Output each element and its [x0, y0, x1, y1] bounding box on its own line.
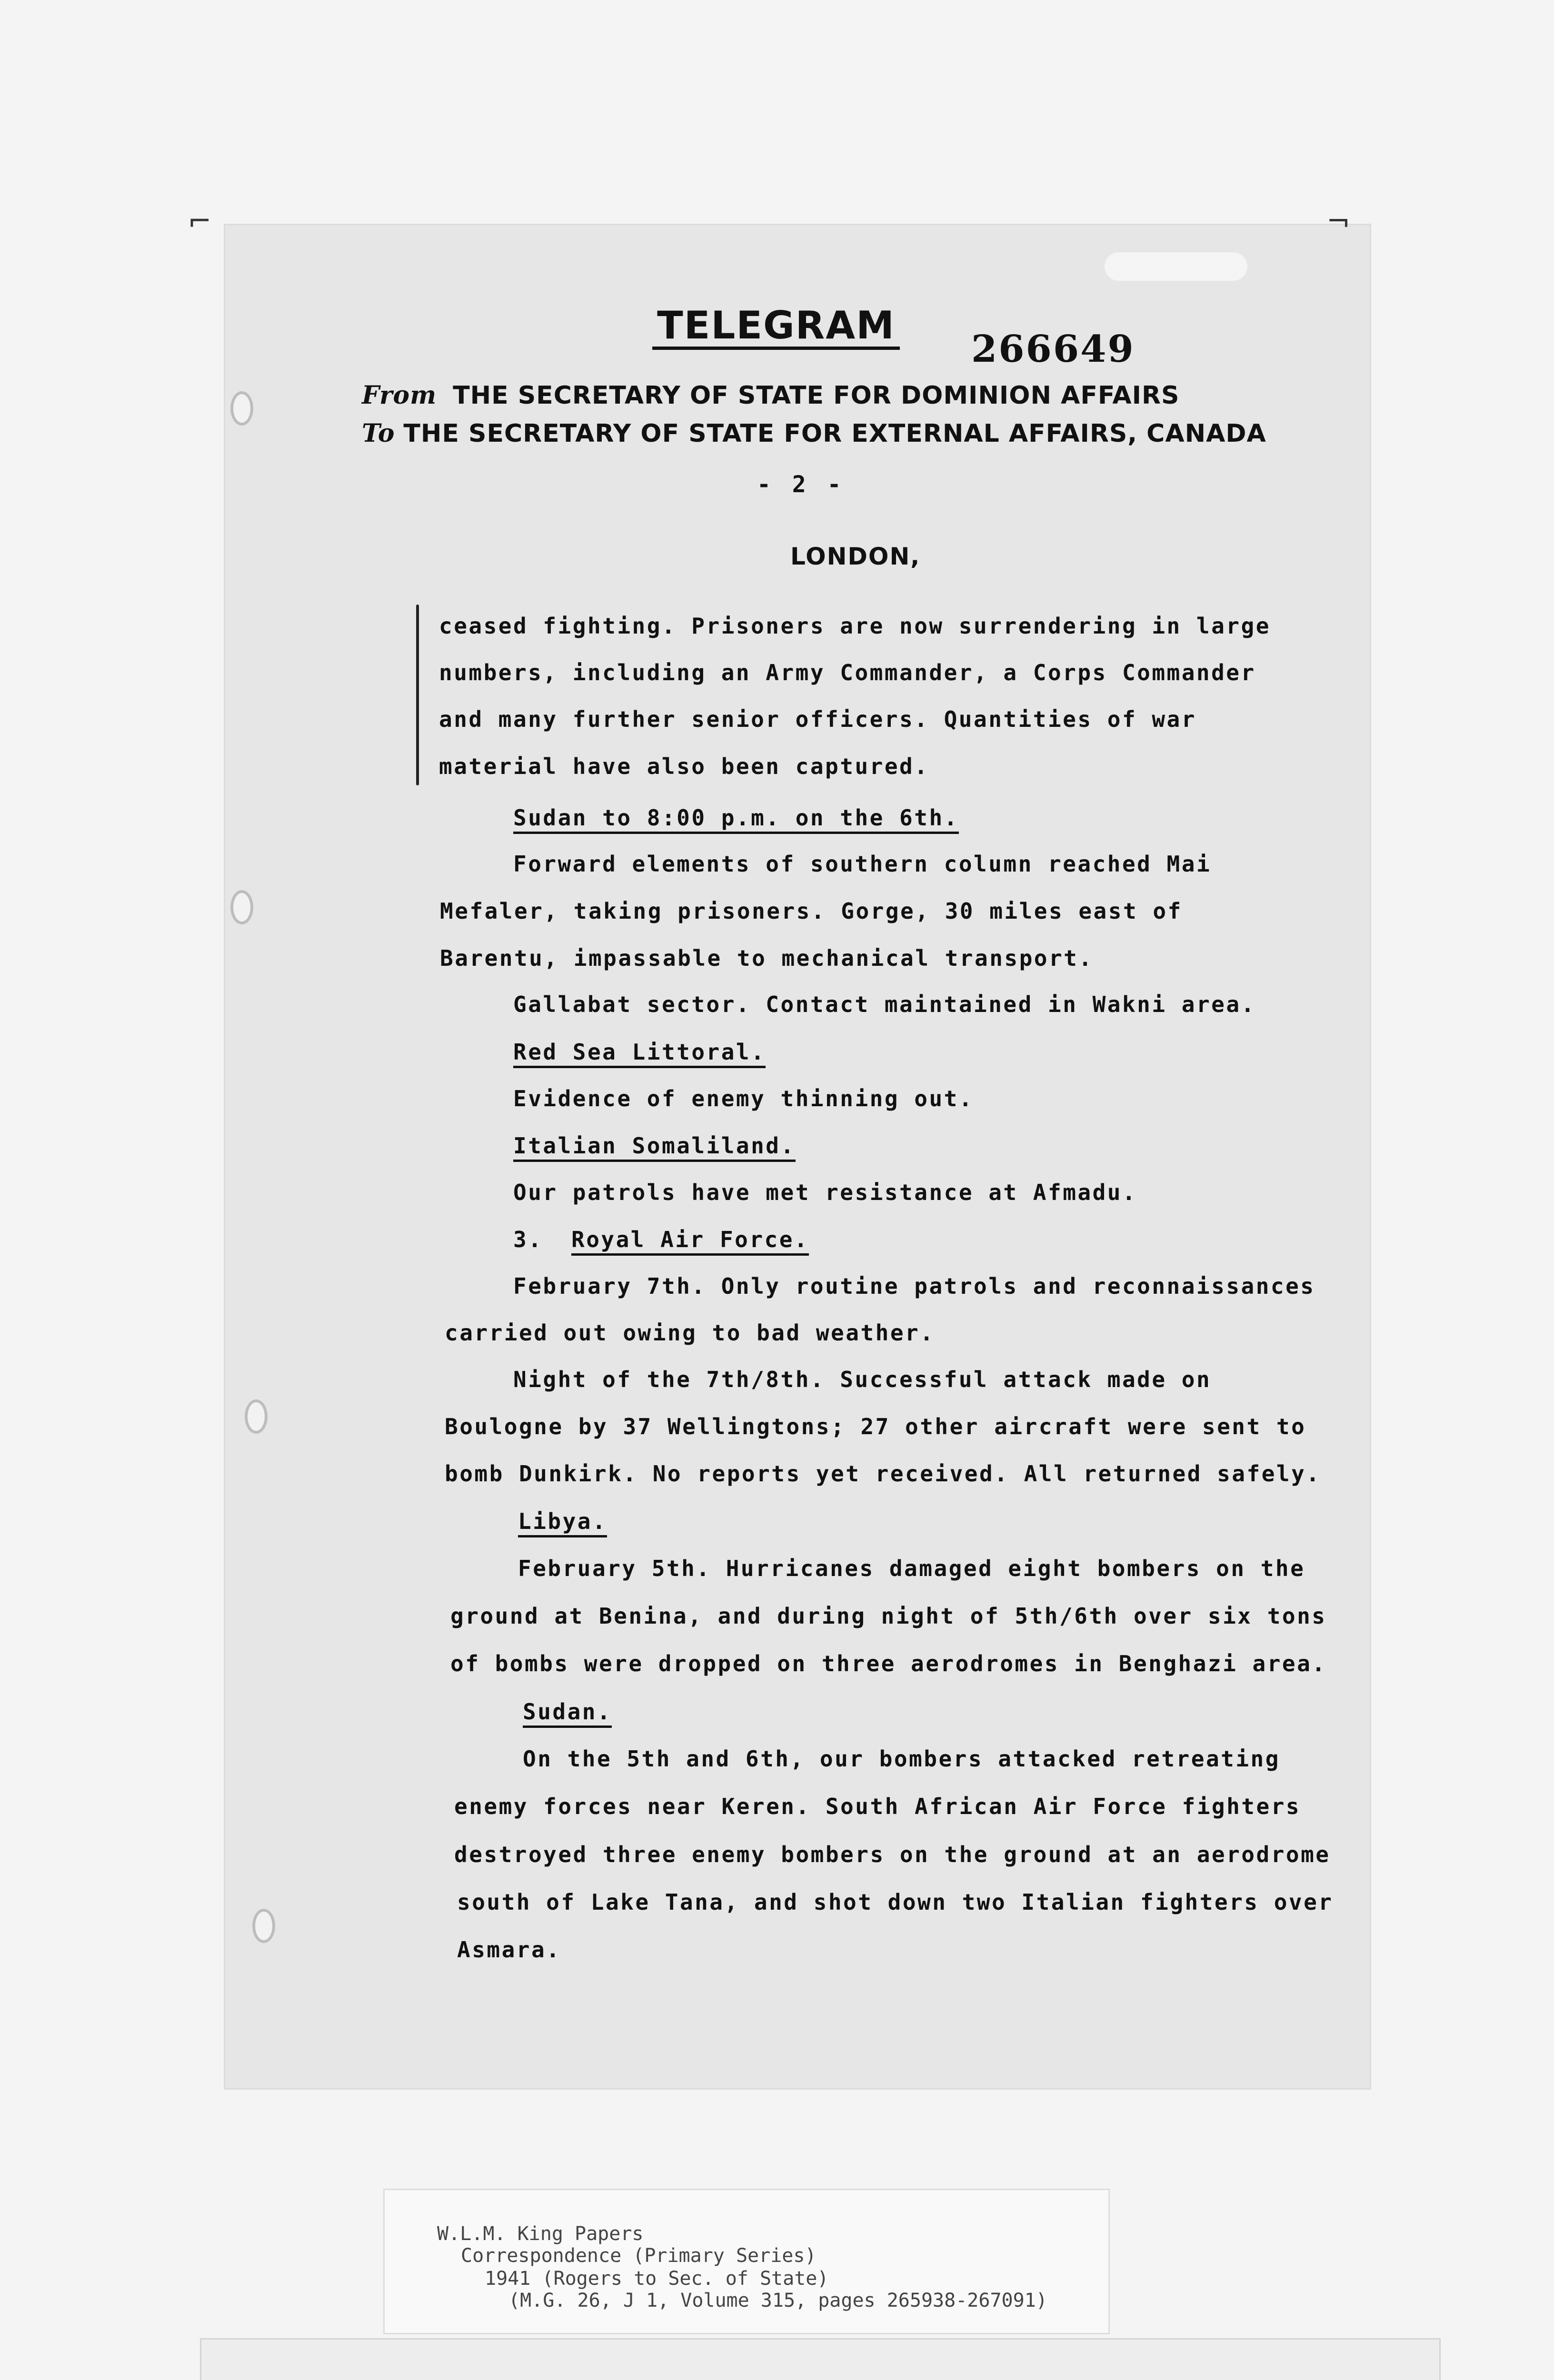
body-line: numbers, including an Army Commander, a Corps Commander	[439, 660, 1256, 685]
body-line: material have also been captured.	[439, 754, 929, 779]
body-line: Gallabat sector. Contact maintained in Wakni area.	[513, 992, 1256, 1017]
section-heading: Sudan.	[523, 1697, 612, 1726]
body-line: February 5th. Hurricanes damaged eight bombers on the	[518, 1556, 1305, 1581]
serial-number: 266649	[971, 327, 1135, 371]
body-line: destroyed three enemy bombers on the ground at an aerodrome	[454, 1842, 1331, 1867]
catalog-line: Correspondence (Primary Series)	[461, 2245, 817, 2267]
body-line: Mefaler, taking prisoners. Gorge, 30 miles east of	[440, 898, 1183, 924]
section-heading: Libya.	[518, 1507, 607, 1536]
punch-hole	[245, 1399, 268, 1434]
catalog-line: W.L.M. King Papers	[437, 2223, 644, 2245]
crop-mark-top-left: ⌐	[188, 205, 212, 238]
body-line: Night of the 7th/8th. Successful attack made on	[513, 1367, 1212, 1392]
from-line	[362, 381, 1180, 410]
body-line: carried out owing to bad weather.	[445, 1320, 935, 1346]
punch-hole	[230, 890, 253, 924]
body-line: Our patrols have met resistance at Afmadu.	[513, 1180, 1137, 1205]
body-line: of bombs were dropped on three aerodromes in Benghazi area.	[450, 1651, 1327, 1676]
margin-bracket	[416, 605, 419, 785]
body-line: Barentu, impassable to mechanical transport.	[440, 945, 1094, 971]
telegram-title: TELEGRAM	[652, 305, 900, 350]
catalog-line: (M.G. 26, J 1, Volume 315, pages 265938-267091)	[508, 2290, 1047, 2311]
body-line: ceased fighting. Prisoners are now surrendering in large	[439, 613, 1271, 639]
body-line: south of Lake Tana, and shot down two Italian fighters over	[457, 1889, 1334, 1915]
from-label: From	[362, 381, 437, 410]
catalog-line: 1941 (Rogers to Sec. of State)	[485, 2268, 829, 2290]
to-line	[362, 419, 1266, 448]
section-heading: Red Sea Littoral.	[513, 1038, 766, 1066]
page-number: - 2 -	[757, 471, 845, 498]
section-heading: Italian Somaliland.	[513, 1131, 796, 1160]
body-line: February 7th. Only routine patrols and reconnaissances	[513, 1273, 1315, 1299]
body-line: Boulogne by 37 Wellingtons; 27 other aircraft were sent to	[445, 1414, 1306, 1439]
from-value: THE SECRETARY OF STATE FOR DOMINION AFFAIRS	[453, 381, 1180, 410]
catalog-label	[383, 2189, 1110, 2334]
body-line: Forward elements of southern column reached Mai	[513, 851, 1212, 877]
body-line: and many further senior officers. Quantities of war	[439, 706, 1196, 732]
punch-hole	[230, 391, 253, 426]
to-label: To	[362, 419, 395, 448]
section-heading: Sudan to 8:00 p.m. on the 6th.	[513, 803, 959, 832]
body-line: On the 5th and 6th, our bombers attacked retreating	[523, 1746, 1280, 1772]
to-value: THE SECRETARY OF STATE FOR EXTERNAL AFFAIRS, CANADA	[403, 419, 1266, 448]
body-line: Asmara.	[457, 1937, 561, 1963]
archive-banner	[200, 2338, 1441, 2380]
punch-hole	[252, 1909, 275, 1943]
tape-fragment	[1105, 252, 1247, 281]
crop-mark-top-right: ¬	[1326, 205, 1351, 238]
body-line: Evidence of enemy thinning out.	[513, 1086, 974, 1111]
section-heading: Royal Air Force.	[571, 1225, 809, 1254]
body-line: bomb Dunkirk. No reports yet received. All returned safely.	[445, 1461, 1321, 1487]
section-number: 3.	[513, 1227, 543, 1252]
place-of-origin: LONDON,	[790, 543, 921, 570]
body-line: ground at Benina, and during night of 5th/6th over six tons	[450, 1603, 1327, 1629]
body-line: enemy forces near Keren. South African Air Force fighters	[454, 1794, 1301, 1819]
